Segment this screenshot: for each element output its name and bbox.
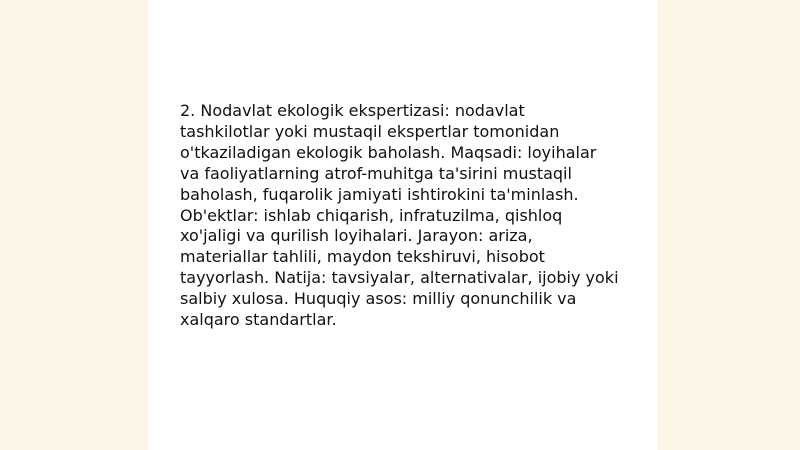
right-margin	[658, 0, 800, 450]
body-paragraph: 2. Nodavlat ekologik ekspertizasi: nodavlat tashkilotlar yoki mustaqil ekspertlar tomonidan o'tkaziladigan ekologik baholash. Maqsadi: loyihalar va faoliyatlarning atrof-muhitga ta'sirini mustaqil baholash, fuqarolik jamiyati ishtirokini ta'minlash. Ob'ektlar: ishlab chiqarish, infratuzilma, qishloq xo'jaligi va qurilish loyihalari. Jarayon: ariza, materiallar tahlili, maydon tekshiruvi, hisobot tayyorlash. Natija: tavsiyalar, alternativalar, ijobiy yoki salbiy xulosa. Huquqiy asos: milliy qonunchilik va xalqaro standartlar.	[180, 101, 619, 330]
left-margin	[0, 0, 148, 450]
document-page	[148, 0, 658, 450]
